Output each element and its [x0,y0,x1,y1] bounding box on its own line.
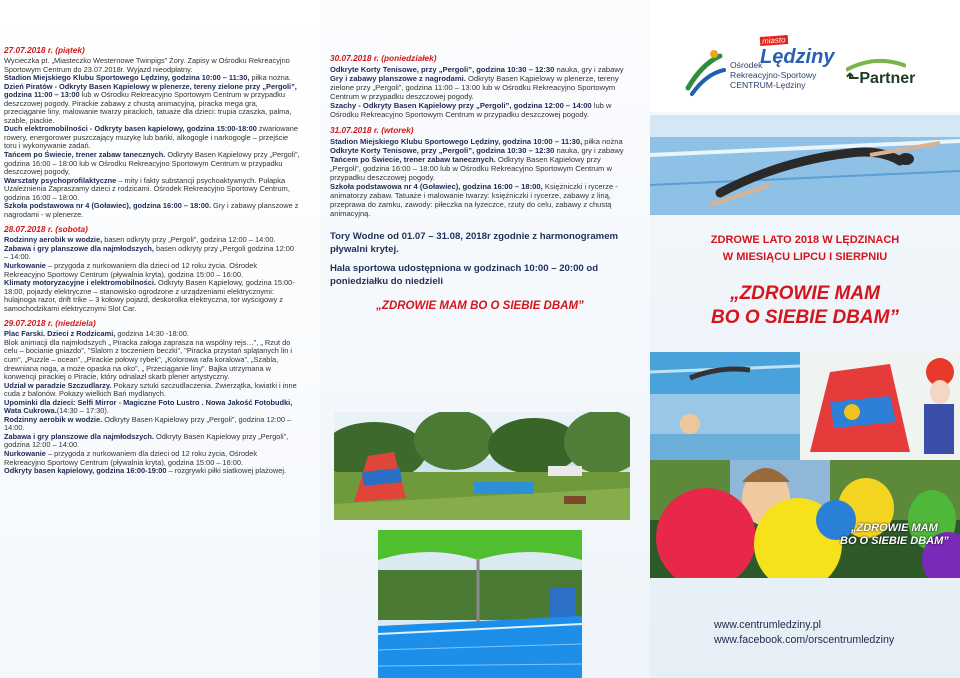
event-text: Pokazy sztuki szczudlaczenia. Zwierzątka, kwiatki i inne cuda z balonów. Pokazy wielkich Bań mydlanych. [4,380,297,399]
schedule-event [4,399,300,416]
summer-heading-line-2: W MIESIĄCU LIPCU I SIERPNIU [722,251,888,263]
schedule-column-2 [320,0,650,678]
event-text: Odkryty Basen Kąpielowy przy „Pergoli”, godzina 12:00 – 14:00. [4,431,289,450]
event-text: godzina 14:30 -18:00. [115,329,189,339]
schedule-event [4,450,300,467]
event-text: Odkryty Basen Kąpielowy, godzina 15:00-18:00, pojazdy elektryczne – stanowisko ogrodzone z urządzeniami elektrycznymi: hulajnoga razor, drift trike – 3 kołowy pojazd, deskorolka elektryczna, tor wyścigowy z samochodzikami elektrycznymi Slot Car. [4,278,295,313]
event-highlight: Szkoła podstawowa nr 4 (Goławiec), godzina 16:00 – 18:00. [4,201,211,211]
schedule-event [4,202,300,219]
city-logo [760,30,834,69]
swimmer-photo [650,115,960,215]
schedule-event [4,416,300,433]
event-highlight: Gry i zabawy planszowe z nagrodami. [330,74,466,84]
schedule-event [4,279,300,313]
city-logo-miasto: miasto [761,35,786,46]
osrodek-line-1: Ośrodek [730,60,763,70]
balloons-photo [650,460,960,578]
logo-header [650,0,960,112]
event-highlight: Upominki dla dzieci: Selfi Mirror - Magiczne Foto Lustro . Nowa Jakość Fotobudki, Wata Cukrowa. [4,397,293,416]
schedule-event [4,262,300,279]
event-text: lub w Ośrodku Rekreacyjno Sportowym Centrum w przypadku deszczowej pogody. [330,101,612,120]
event-text: (14:30 – 17:30). [56,406,109,416]
event-text: Blok animacji dla najmłodszych „ Piracka załoga zaprasza na wspólny rejs…”, „ Rzut do celu – bocianie gniazdo”, "Slalom z toczeniem beczki", "Piracka przystań splątanych lin i cum", „Puzzle – ocean”, „Pirackie połowy rybek”, „Kolorowa rafa koralowa”, „Szabla, drewniana noga, a może opaska na oko”, „ Przeciąganie liny”. Bajka utrzymana w konwencji pirackiej o Piracie, który odnalazł skarb plener artystyczny. [4,337,293,382]
event-highlight: Klimaty motoryzacyjne i elektromobilności. [4,278,156,288]
swimmer-logo-icon [684,48,728,98]
event-highlight: Rodzinny aerobik w wodzie, [4,235,103,245]
middle-slogan: „ZDROWIE MAM BO O SIEBIE DBAM” [376,300,584,313]
event-text: lub w Ośrodku Rekreacyjno Sportowym Centrum w przypadku deszczowej pogody. Pirackie zabawy z chustą animacyjną, piracka mega gra, przeciąganie liny, malowanie twarzy pirackich, tatuaże dla dzieci: trupia czaszka, palma, szable, piackie. [4,90,292,125]
day-heading: 28.07.2018 r. (sobota) [4,224,88,235]
schedule-event [4,382,300,399]
schedule-event [4,245,300,262]
event-highlight: Zabawa i gry planszowe dla najmłodszych, [4,243,154,253]
event-text: piłka nożna. [249,73,291,83]
schedule-event [4,57,300,74]
event-text: – przygoda z nurkowaniem dla dzieci od 12 roku życia, Ośrodek Rekreacyjno Sportowy Centrum (pływalnia kryta), godzina 15:00 – 16:00. [4,448,258,467]
event-text: Odkryty Basen Kąpielowy przy „Pergoli”, godzina 16:00 – 18:00 lub w Ośrodku Rekreacyjno Sportowym Centrum w przypadku deszczowej pogody. [330,154,612,182]
event-text: Odkryty Basen Kąpielowy przy „Pergoli”, godzina 16:00 – 18:00 lub w Ośrodku Rekreacyjno Sportowym Centrum w przypadku deszczowej pogody, [4,150,300,177]
osrodek-line-2: Rekreacyjno-Sportowy [730,70,817,80]
day-heading: 30.07.2018 r. (poniedziałek) [330,53,437,63]
event-highlight: Udział w paradzie Szczudlarzy. [4,380,112,390]
event-text: – rozgrywki piłki siatkowej plażowej. [166,466,287,476]
schedule-event [330,65,630,74]
schedule-event [4,83,300,126]
water-lanes-note: Tory Wodne od 01.07 – 31.08, 2018r zgodnie z harmonogramem pływalni krytej. [330,231,619,256]
event-highlight: Tańcem po Świecie, trener zabaw tanecznych. [4,150,166,160]
day-heading: 27.07.2018 r. (piątek) [4,45,85,55]
photo-slogan-line-2: BO O SIEBIE DBAM” [840,535,949,547]
event-highlight: Rodzinny aerobik w wodzie. [4,414,103,424]
day-heading: 29.07.2018 r. (niedziela) [4,318,96,329]
event-text: basen odkryty przy „Pergoli”, godzina 12:00 – 14:00. [102,235,276,245]
schedule-event [330,137,630,146]
day-heading: 31.07.2018 r. (wtorek) [330,124,414,135]
event-highlight: Nurkowanie [4,448,46,458]
event-text: Odkryty Basen Kąpielowy przy „Pergoli”, godzina 12:00 – 14:00. [4,414,292,433]
schedule-event [4,467,300,476]
facebook-link[interactable]: www.facebook.com/orscentrumledziny [714,634,895,646]
event-highlight: Szachy - Odkryty Basen Kąpielowy przy „Pergoli”, godzina 12:00 – 14:00 [330,101,592,111]
event-text: nauka, gry i zabawy [554,145,624,155]
event-text: Gry i zabawy planszowe z nagrodami - w plenerze. [4,201,299,219]
photo-slogan [840,522,949,548]
event-text: piłka nożna [582,136,623,146]
schedule-event [4,177,300,203]
cover-column [650,0,960,678]
partner-swoosh-icon [846,58,906,72]
schedule-column-1 [0,0,320,678]
water-play-photo [650,394,800,460]
event-text: zwariowane rowery, energorower puszczający muzykę lub bańki, alkogogle i narkogogle – przejście toru i wykonywanie zadań. [4,124,298,151]
event-highlight: Warsztaty psychoprofilaktyczne [4,175,117,185]
osrodek-line-3: CENTRUM-Lędziny [730,80,806,90]
event-highlight: Odkryte Korty Tenisowe, przy „Pergoli”, godzina 10:30 – 12:30 [330,65,555,74]
event-highlight: Tańcem po Świecie, trener zabaw tanecznych. [330,154,496,164]
website-link[interactable]: www.centrumledziny.pl [714,619,821,631]
event-highlight: Duch elektromobilności - Odkryty basen kąpielowy, godzina 15:00-18:00 [4,124,257,134]
pool-photo [378,530,582,678]
event-highlight: Stadion Miejskiego Klubu Sportowego Lędziny, godzina 10:00 – 11:30, [4,73,250,83]
summer-heading [670,232,940,266]
partner-logo-text: ⬑Partner [846,70,916,87]
event-text: Odkryty Basen Kąpielowy w plenerze, tereny zielone przy „Pergoli”, godzina 11:00 – 13:00 lub w Ośrodku Rekreacyjno Sportowym Centrum w przypadku deszczowej pogody. [330,74,619,102]
event-highlight: Dzień Piratów - Odkryty Basen Kąpielowy w plenerze, tereny zielone przy „Pergoli”, godzina 11:00 – 13:00 [4,81,297,100]
city-logo-name: Lędziny [760,46,835,68]
playground-photo [334,412,630,520]
event-text: – mity i fakty substancji psychoaktywnych. Pułapka Uzależnienia Zapraszamy dzieci z rodzicami. Ośrodek Rekreacyjno Sportowy Centrum, godzina 16:00 – 18:00. [4,175,290,202]
schedule-event [330,74,630,101]
sports-hall-note: Hala sportowa udostępniona w godzinach 10:00 – 20:00 od poniedziałku do niedzieli [330,263,599,288]
schedule-event [4,151,300,177]
schedule-event [330,182,630,218]
event-text: basen odkryty przy „Pergoli godzina 12:00 – 14:00. [4,243,294,262]
summer-heading-line-1: ZDROWE LATO 2018 W LĘDZINACH [710,234,900,246]
schedule-event [330,101,630,119]
event-text: – przygoda z nurkowaniem dla dzieci od 12 roku życia. Ośrodek Rekreacyjno Sportowy Centrum (pływalnia kryta), godzina 15:00 – 16:00. [4,261,258,279]
schedule-event [4,125,300,151]
pool-swim-photo [650,352,800,394]
event-text: Wycieczka pt. „Miasteczko Westernowe Twinpigs” Żory. Zapisy w Ośrodku Rekreacyjno Sportowym Centrum do 23.07.2018r. Wyjazd nieodpłatny. [4,56,290,74]
event-highlight: Plac Farski. Dzieci z Rodzicami, [4,329,116,339]
event-highlight: Odkryty basen kąpielowy, godzina 16:00-19:00 [4,466,167,476]
event-text: nauka, gry i zabawy [554,65,624,74]
schedule-event [330,155,630,182]
event-highlight: Zabawa i gry planszowe dla najmłodszych. [4,431,154,441]
main-slogan [670,282,940,330]
partner-logo [846,68,915,88]
event-highlight: Szkoła podstawowa nr 4 (Goławiec), godzina 16:00 – 18:00, [330,182,543,192]
main-slogan-line-2: BO O SIEBIE DBAM” [711,307,899,328]
event-text: Księżniczki i rycerze - animatorzy zabaw. Tatuaże i malowanie twarzy: księżniczki i rycerze, zabawy z liną, przeprawa do zamku, zawody: piłeczka na łyżeczce, rzuty do celu, zabawy z chustą animacyjną. [330,182,618,219]
osrodek-logo [684,48,728,103]
photo-slogan-line-1: „ZDROWIE MAM [851,522,938,534]
event-highlight: Odkryte Korty Tenisowe, przy „Pergoli”, godzina 10:30 – 12:30 [330,145,555,155]
event-highlight: Nurkowanie [4,261,46,271]
schedule-event [4,339,300,382]
main-slogan-line-1: „ZDROWIE MAM [730,283,880,304]
contact-footer [714,618,894,648]
event-highlight: Stadion Miejskiego Klubu Sportowego Lędziny, godzina 10:00 – 11:30, [330,136,583,146]
schedule-event [330,146,630,155]
schedule-event [4,433,300,450]
clown-photo [800,352,960,460]
